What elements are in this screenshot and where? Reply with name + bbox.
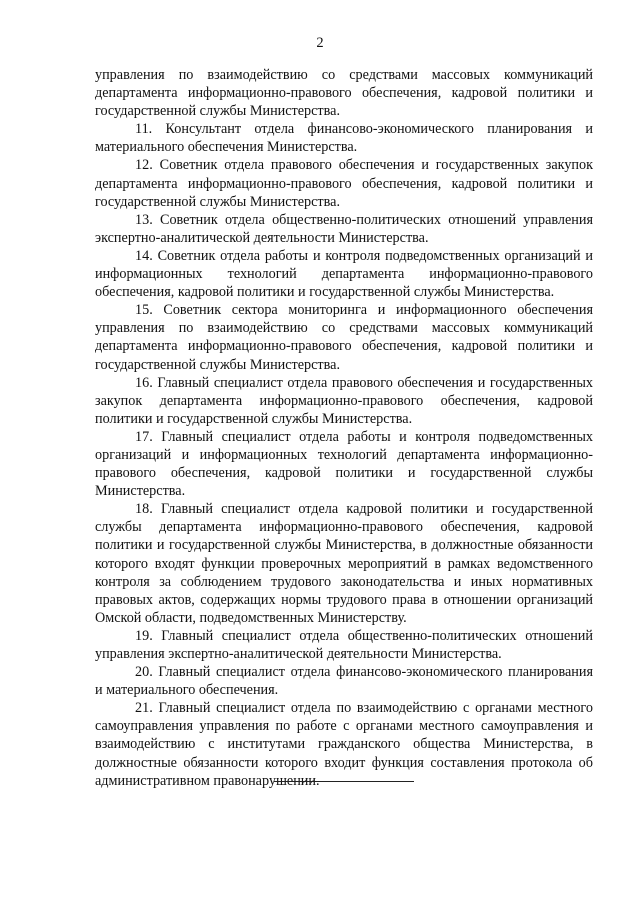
list-item-17: 17. Главный специалист отдела работы и контроля подведомственных организаций и информационных технологий департамента информационно-правового обеспечения, кадровой политики и государственной службы Министерства. <box>95 428 593 500</box>
list-item-11: 11. Консультант отдела финансово-экономического планирования и материального обеспечения Министерства. <box>95 121 593 156</box>
list-item-20: 20. Главный специалист отдела финансово-экономического планирования и материального обеспечения. <box>95 664 593 699</box>
document-body <box>95 66 593 790</box>
paragraph-continuation: управления по взаимодействию со средствами массовых коммуникаций департамента информационно-правового обеспечения, кадровой политики и государственной службы Министерства. <box>95 67 593 120</box>
list-item-21: 21. Главный специалист отдела по взаимодействию с органами местного самоуправления управления по работе с органами местного самоуправления и взаимодействию с институтами гражданского общества Министерства, в должностные обязанности которого входит функция составления протокола об административном правонарушении. <box>95 700 593 789</box>
list-item-12: 12. Советник отдела правового обеспечения и государственных закупок департамента информационно-правового обеспечения, кадровой политики и государственной службы Министерства. <box>95 157 593 210</box>
list-item-13: 13. Советник отдела общественно-политических отношений управления экспертно-аналитической деятельности Министерства. <box>95 211 593 246</box>
list-item-15: 15. Советник сектора мониторинга и информационного обеспечения управления по взаимодействию со средствами массовых коммуникаций департамента информационно-правового обеспечения, кадровой политики и государственной службы Министерства. <box>95 302 593 373</box>
list-item-18: 18. Главный специалист отдела кадровой политики и государственной службы департамента информационно-правового обеспечения, кадровой политики и государственной службы Министерства, в должностные обязанности которого входят функции проверочных мероприятий в рамках ведомственного контроля за соблюдением трудового законодательства и иных нормативных правовых актов, содержащих нормы трудового права в отношении организаций Омской области, подведомственных Министерству. <box>95 501 593 626</box>
page-number: 2 <box>316 35 324 51</box>
list-item-16: 16. Главный специалист отдела правового обеспечения и государственных закупок департамента информационно-правового обеспечения, кадровой политики и государственной службы Министерства. <box>95 374 593 427</box>
closing-divider-line <box>274 781 414 782</box>
list-item-19: 19. Главный специалист отдела общественно-политических отношений управления экспертно-аналитической деятельности Министерства. <box>95 627 593 662</box>
list-item-14: 14. Советник отдела работы и контроля подведомственных организаций и информационных технологий департамента информационно-правового обеспечения, кадровой политики и государственной службы Министерства. <box>95 247 593 301</box>
